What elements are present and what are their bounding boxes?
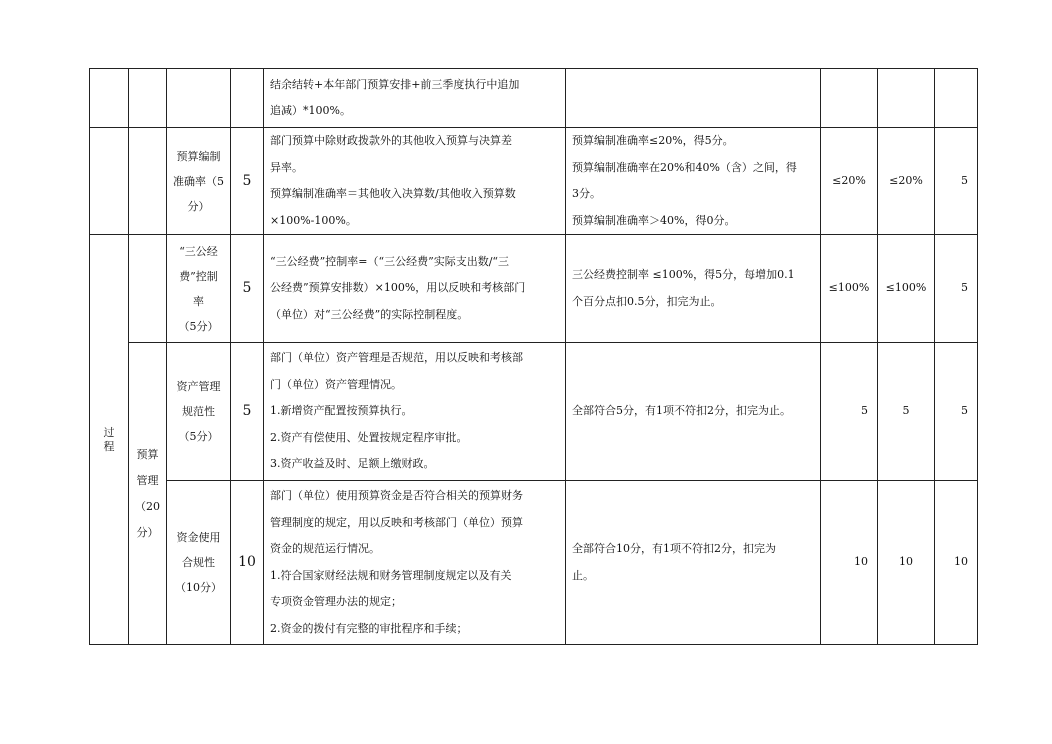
indicator-line: 合规性 xyxy=(182,556,215,569)
actual-cell: ≤20% xyxy=(878,128,935,235)
description-line: 专项资金管理办法的规定； xyxy=(270,595,402,608)
standard-line: 止。 xyxy=(572,568,594,582)
description-line: ×100%-100%。 xyxy=(270,213,357,227)
target-cell: 5 xyxy=(821,343,878,481)
level2-budget-mgmt-cell xyxy=(129,343,167,645)
target-cell: 10 xyxy=(821,481,878,645)
description-cell xyxy=(264,69,566,128)
description-line: 结余结转+本年部门预算安排+前三季度执行中追加 xyxy=(270,77,520,91)
indicator-line: （5分） xyxy=(178,319,219,333)
level2-cell-empty xyxy=(129,235,167,343)
level2-cell-empty xyxy=(129,69,167,128)
indicator-cell xyxy=(167,481,231,645)
standard-cell xyxy=(566,343,821,481)
description-cell xyxy=(264,481,566,645)
level2-line: 预算 xyxy=(136,447,159,461)
weight-cell: 5 xyxy=(231,235,264,343)
description-line: 异率。 xyxy=(270,160,303,174)
standard-line: 个百分点扣0.5分，扣完为止。 xyxy=(572,294,722,308)
description-cell xyxy=(264,235,566,343)
table-row xyxy=(90,481,978,645)
table-row xyxy=(90,343,978,481)
description-line: （单位）对“三公经费”的实际控制程度。 xyxy=(270,307,469,321)
standard-cell xyxy=(566,69,821,128)
description-line: “三公经费”控制率=（“三公经费”实际支出数/“三 xyxy=(270,254,510,268)
weight-cell: 5 xyxy=(231,343,264,481)
description-cell xyxy=(264,128,566,235)
indicator-line: 费”控制 xyxy=(179,269,218,283)
indicator-cell xyxy=(167,128,231,235)
description-line: 2.资产有偿使用、处置按规定程序审批。 xyxy=(270,430,468,444)
level2-cell-empty xyxy=(129,128,167,235)
description-line: 1.新增资产配置按预算执行。 xyxy=(270,404,413,418)
standard-line: 全部符合5分，有1项不符扣2分，扣完为止。 xyxy=(572,404,791,418)
score-cell xyxy=(935,69,978,128)
standard-line: 三公经费控制率 ≤100%，得5分，每增加0.1 xyxy=(572,268,795,281)
indicator-line: 准确率（5 xyxy=(173,174,224,188)
description-line: 部门预算中除财政拨款外的其他收入预算与决算差 xyxy=(270,134,512,147)
target-cell xyxy=(821,69,878,128)
standard-line: 预算编制准确率≤20%，得5分。 xyxy=(572,134,734,147)
indicator-line: 资金使用 xyxy=(176,531,221,544)
description-line: 部门（单位）资产管理是否规范，用以反映和考核部 xyxy=(270,351,523,365)
indicator-line: （5分） xyxy=(178,430,219,443)
indicator-cell xyxy=(167,69,231,128)
standard-cell xyxy=(566,481,821,645)
table-row xyxy=(90,69,978,128)
level1-cell-empty xyxy=(90,128,129,235)
description-line: 预算编制准确率＝其他收入决算数/其他收入预算数 xyxy=(270,187,516,200)
score-cell: 10 xyxy=(935,481,978,645)
indicator-line: 预算编制 xyxy=(176,149,221,163)
target-cell: ≤20% xyxy=(821,128,878,235)
actual-cell: 10 xyxy=(878,481,935,645)
actual-cell: ≤100% xyxy=(878,235,935,343)
table-row xyxy=(90,235,978,343)
actual-cell xyxy=(878,69,935,128)
standard-line: 3分。 xyxy=(572,187,601,200)
standard-line: 预算编制准确率在20%和40%（含）之间，得 xyxy=(572,160,797,174)
target-cell: ≤100% xyxy=(821,235,878,343)
description-line: 门（单位）资产管理情况。 xyxy=(270,377,402,391)
indicator-cell xyxy=(167,235,231,343)
weight-cell: 10 xyxy=(231,481,264,645)
level1-cell-empty xyxy=(90,69,129,128)
weight-cell xyxy=(231,69,264,128)
score-cell: 5 xyxy=(935,128,978,235)
description-line: 追减）*100%。 xyxy=(270,104,351,117)
level2-line: （20 xyxy=(135,499,160,513)
standard-cell xyxy=(566,128,821,235)
description-line: 2.资金的拨付有完整的审批程序和手续； xyxy=(270,621,468,635)
indicator-cell xyxy=(167,343,231,481)
score-cell: 5 xyxy=(935,343,978,481)
description-line: 部门（单位）使用预算资金是否符合相关的预算财务 xyxy=(270,489,523,502)
description-line: 公经费”预算安排数）×100%，用以反映和考核部门 xyxy=(270,281,526,295)
indicator-line: 规范性 xyxy=(182,405,215,418)
table-row xyxy=(90,128,978,235)
weight-cell: 5 xyxy=(231,128,264,235)
standard-line: 全部符合10分，有1项不符扣2分，扣完为 xyxy=(572,542,776,555)
indicator-line: “三公经 xyxy=(179,244,218,258)
description-cell xyxy=(264,343,566,481)
standard-cell xyxy=(566,235,821,343)
level1-label: 过程 xyxy=(103,425,115,453)
indicator-line: （10分） xyxy=(175,581,222,594)
description-line: 资金的规范运行情况。 xyxy=(270,542,380,555)
indicator-line: 资产管理 xyxy=(176,380,221,393)
score-cell: 5 xyxy=(935,235,978,343)
standard-line: 预算编制准确率＞40%，得0分。 xyxy=(572,213,736,227)
description-line: 1.符合国家财经法规和财务管理制度规定以及有关 xyxy=(270,568,512,582)
level2-line: 管理 xyxy=(136,473,159,487)
description-line: 管理制度的规定，用以反映和考核部门（单位）预算 xyxy=(270,515,523,529)
level2-line: 分） xyxy=(136,525,159,539)
description-line: 3.资产收益及时、足额上缴财政。 xyxy=(270,457,435,471)
indicator-line: 率 xyxy=(193,294,204,308)
indicator-line: 分） xyxy=(187,199,210,213)
evaluation-table xyxy=(89,68,978,645)
actual-cell: 5 xyxy=(878,343,935,481)
level1-process-cell xyxy=(90,235,129,645)
